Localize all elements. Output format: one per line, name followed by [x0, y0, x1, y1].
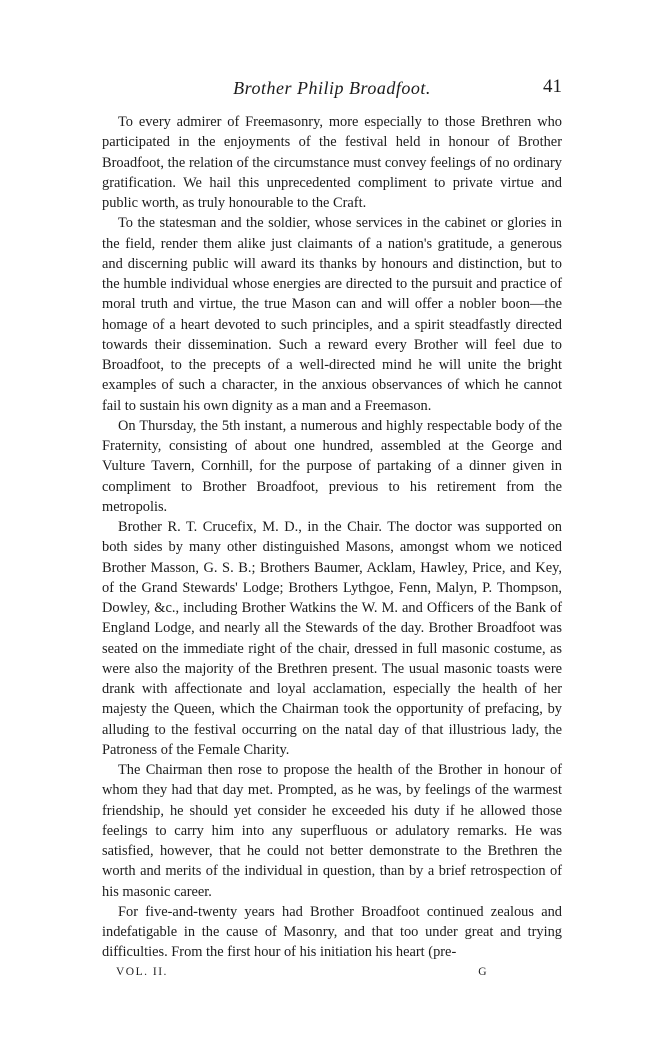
article-body: [102, 112, 562, 963]
paragraph: The Chairman then rose to propose the health of the Brother in honour of whom they had that day met. Prompted, as he was, by feelings of the warmest friendship, he should yet consider he exceeded his duty if he allowed those feelings to carry him into any superfluous or adulatory remarks. He was satisfied, however, that he could not better demonstrate to the Brethren the worth and merits of the individual in question, than by a brief retrospection of his masonic career.: [102, 762, 562, 900]
signature-mark: G: [478, 965, 488, 978]
page-number: 41: [543, 76, 562, 97]
paragraph: To the statesman and the soldier, whose services in the cabinet or glories in the field, render them alike just claimants of a nation's gratitude, a generous and discerning public will award its thanks by honours and distinction, but to the humble individual whose energies are directed to the pursuit and practice of moral truth and virtue, the true Mason can and will offer a nobler boon—the homage of a heart devoted to such principles, and a spirit steadfastly directed towards their dissemination. Such a reward every Brother will feel due to Broadfoot, to the precepts of a well-directed mind he will unite the bright examples of such a character, in the anxious observances of which he cannot fail to sustain his own dignity as a man and a Freemason.: [102, 215, 562, 414]
running-title: Brother Philip Broadfoot.: [233, 78, 431, 98]
page-footer: [102, 966, 562, 986]
paragraph: To every admirer of Freemasonry, more especially to those Brethren who participated in the enjoyments of the festival held in honour of Brother Broadfoot, the relation of the circumstance must convey feelings of no ordinary gratification. We hail this unprecedented compliment to private virtue and public worth, as truly honourable to the Craft.: [102, 114, 562, 211]
paragraph: For five-and-twenty years had Brother Broadfoot continued zealous and indefatigable in the cause of Masonry, and that too under great and trying difficulties. From the first hour of his initiation his heart (pre-: [102, 903, 562, 961]
paragraph: On Thursday, the 5th instant, a numerous and highly respectable body of the Fraternity, consisting of about one hundred, assembled at the George and Vulture Tavern, Cornhill, for the purpose of partaking of a dinner given in compliment to Brother Broadfoot, previous to his retirement from the metropolis.: [102, 417, 562, 515]
book-page: [102, 78, 562, 986]
page-header: [102, 78, 562, 104]
paragraph: Brother R. T. Crucefix, M. D., in the Chair. The doctor was supported on both sides by many other distinguished Masons, amongst whom we noticed Brother Masson, G. S. B.; Brothers Baumer, Acklam, Hawley, Price, and Key, of the Grand Stewards' Lodge; Brothers Lythgoe, Fenn, Malyn, P. Thompson, Dowley, &c., including Brother Watkins the W. M. and Officers of the Bank of England Lodge, and nearly all the Stewards of the day. Brother Broadfoot was seated on the immediate right of the chair, dressed in full masonic costume, as were also the majority of the Brethren present. The usual masonic toasts were drank with affectionate and loyal acclamation, especially the health of her majesty the Queen, which the Chairman took the opportunity of prefacing, by alluding to the festival occurring on the natal day of that illustrious lady, the Patroness of the Female Charity.: [102, 519, 562, 758]
volume-signature: VOL. II.: [116, 965, 168, 978]
